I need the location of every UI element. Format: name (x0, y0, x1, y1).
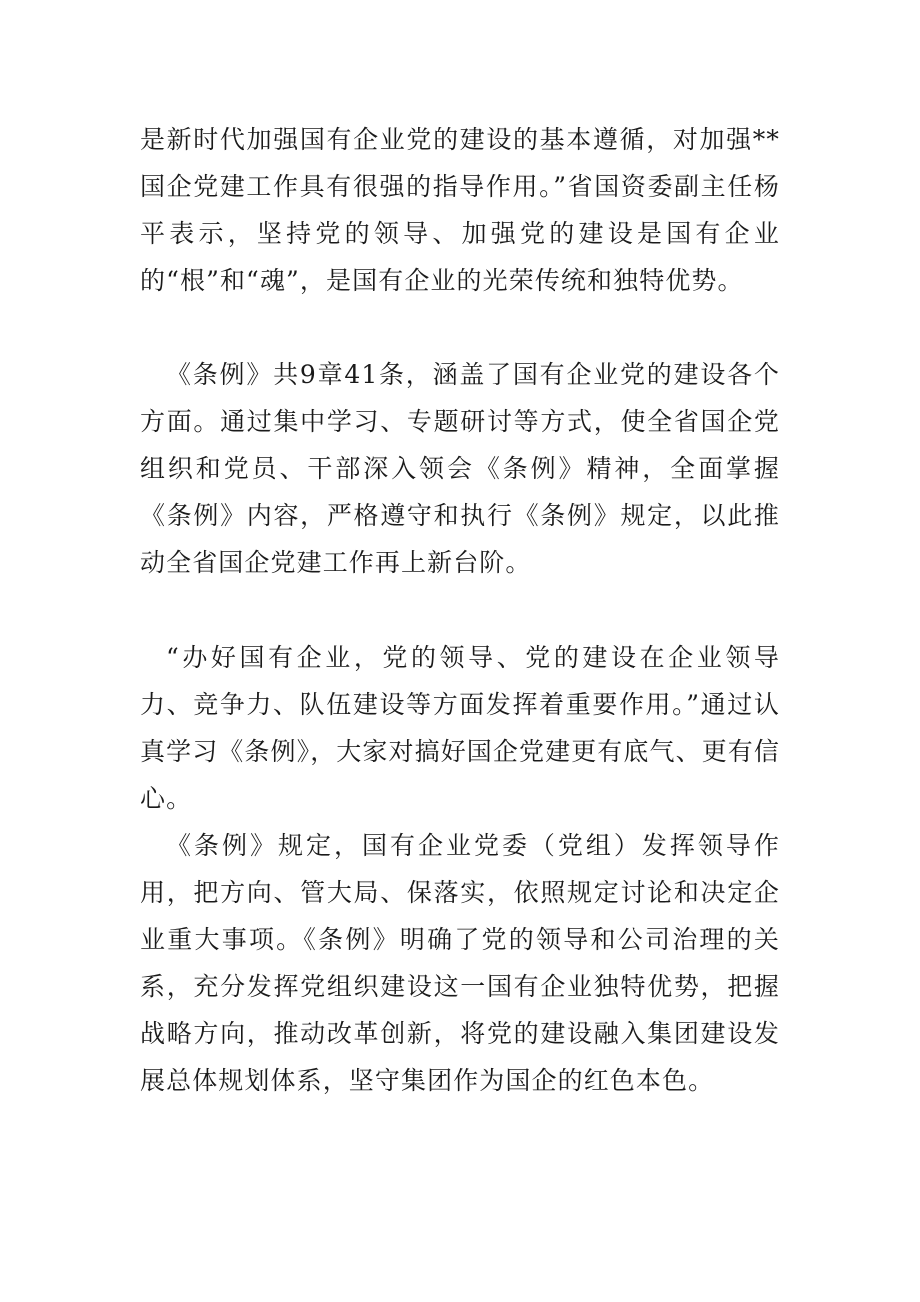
paragraph-quote-leadership: “办好国有企业，党的领导、党的建设在企业领导力、竞争力、队伍建设等方面发挥着重要作用。”通过认真学习《条例》，大家对搞好国企党建更有底气、更有信心。 (140, 643, 781, 813)
paragraph-regulation-provisions: 《条例》规定，国有企业党委（党组）发挥领导作用，把方向、管大局、保落实，依照规定讨论和决定企业重大事项。《条例》明确了党的领导和公司治理的关系，充分发挥党组织建设这一国有企业独特优势，把握战略方向，推动改革创新，将党的建设融入集团建设发展总体规划体系，坚守集团作为国企的红色本色。 (140, 831, 780, 1095)
paragraph-regulation-overview: 《条例》共9章41条，涵盖了国有企业党的建设各个方面。通过集中学习、专题研讨等方式，使全省国企党组织和党员、干部深入领会《条例》精神，全面掌握《条例》内容，严格遵守和执行《条例》规定，以此推动全省国企党建工作再上新台阶。 (140, 360, 780, 577)
paragraph-continuation: 是新时代加强国有企业党的建设的基本遵循，对加强**国企党建工作具有很强的指导作用。”省国资委副主任杨平表示，坚持党的领导、加强党的建设是国有企业的“根”和“魂”，是国有企业的光荣传统和独特优势。 (140, 125, 780, 295)
